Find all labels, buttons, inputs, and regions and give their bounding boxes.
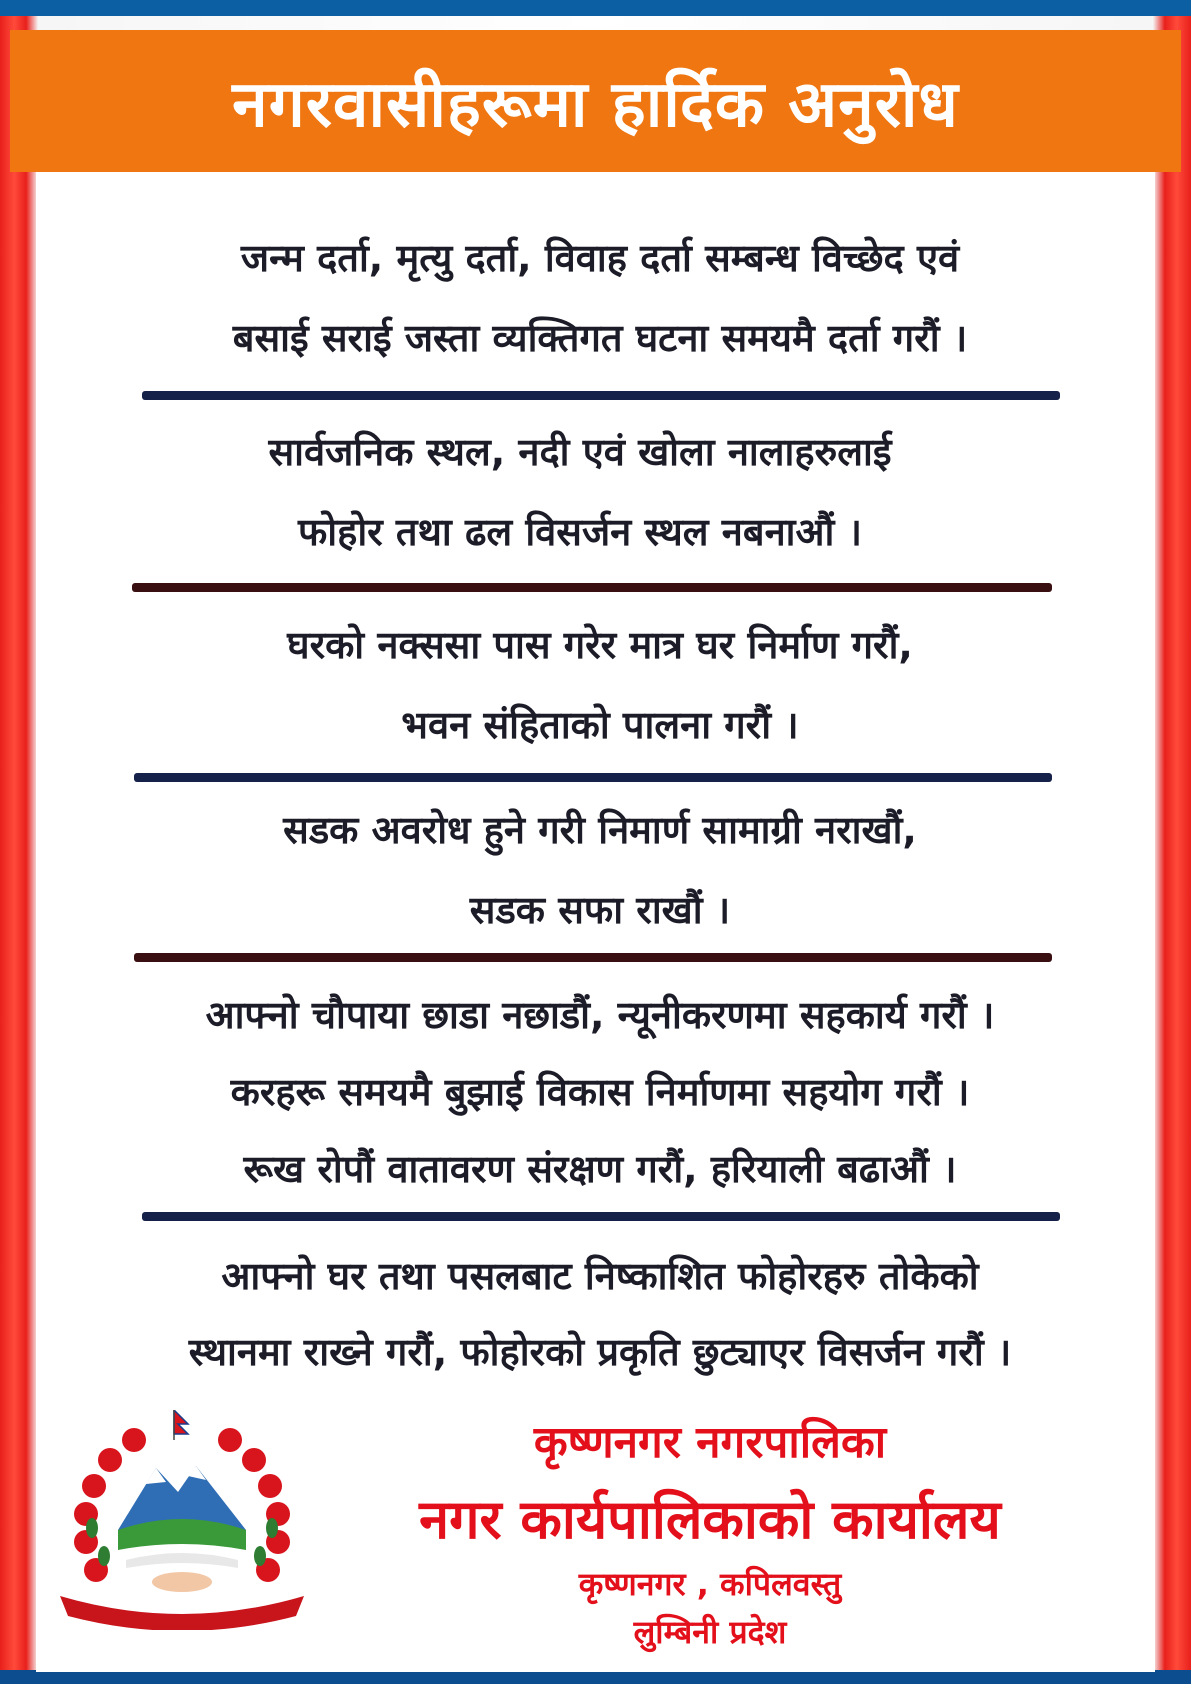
notice-registration — [60, 218, 1140, 378]
office-name: नगर कार्यपालिकाको कार्यालय — [419, 1488, 1001, 1551]
notice-line: स्थानमा राख्ने गरौं, फोहोरको प्रकृति छुट्याएर विसर्जन गरौं । — [188, 1330, 1012, 1374]
notice-line: सडक अवरोध हुने गरी निमार्ण सामाग्री नराखौं, — [283, 808, 917, 852]
nepal-government-emblem-icon — [56, 1410, 308, 1630]
divider-rule — [142, 1212, 1060, 1221]
notice-line: घरको नक्ससा पास गरेर मात्र घर निर्माण गरौं, — [287, 623, 913, 667]
notice-public-places — [40, 412, 1120, 572]
top-blue-border — [0, 0, 1191, 16]
title-banner — [10, 30, 1181, 172]
notice-waste-disposal — [60, 1238, 1140, 1390]
notice-livestock-tax-trees — [60, 977, 1140, 1208]
notice-line: बसाई सराई जस्ता व्यक्तिगत घटना समयमै दर्ता गरौं । — [232, 316, 968, 360]
notice-line: जन्म दर्ता, मृत्यु दर्ता, विवाह दर्ता सम्बन्ध विच्छेद एवं — [240, 236, 960, 280]
divider-rule — [134, 953, 1052, 962]
notice-line: सडक सफा राखौं । — [469, 888, 731, 932]
notice-line: रूख रोपौं वातावरण संरक्षण गरौं, हरियाली बढाऔं । — [243, 1147, 957, 1191]
office-address: कृष्णनगर , कपिलवस्तु — [578, 1565, 842, 1603]
notice-building-permit — [60, 605, 1140, 765]
municipality-name: कृष्णनगर नगरपालिका — [533, 1417, 887, 1468]
notice-line: आफ्नो घर तथा पसलबाट निष्काशित फोहोरहरु तोकेको — [221, 1254, 979, 1298]
province-name: लुम्बिनी प्रदेश — [633, 1613, 787, 1651]
notice-line: भवन संहिताको पालना गरौं । — [401, 703, 799, 747]
notice-line: फोहोर तथा ढल विसर्जन स्थल नबनाऔं । — [298, 510, 862, 554]
notice-line: करहरू समयमै बुझाई विकास निर्माणमा सहयोग गरौं । — [230, 1070, 970, 1114]
notice-road-obstruction — [60, 790, 1140, 950]
bottom-blue-border — [0, 1670, 1191, 1684]
page-title: नगरवासीहरूमा हार्दिक अनुरोध — [232, 67, 959, 142]
divider-rule — [132, 583, 1052, 592]
notice-line: आफ्नो चौपाया छाडा नछाडौं, न्यूनीकरणमा सहकार्य गरौं । — [205, 993, 995, 1037]
divider-rule — [142, 391, 1060, 400]
divider-rule — [134, 773, 1052, 782]
notice-line: सार्वजनिक स्थल, नदी एवं खोला नालाहरुलाई — [268, 430, 892, 474]
